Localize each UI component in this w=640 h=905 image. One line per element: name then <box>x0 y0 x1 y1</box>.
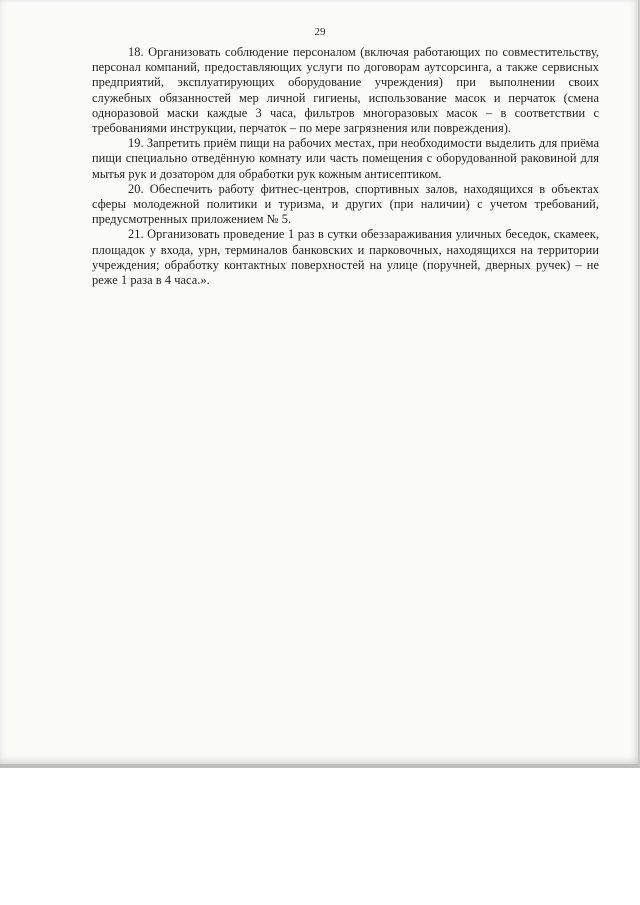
paragraph-21: 21. Организовать проведение 1 раз в сутки обеззараживания уличных беседок, скамеек, площадок у входа, урн, терминалов банковских и парковочных, находящихся на территории учреждения; обработку контактных поверхностей на улице (поручней, дверных ручек) – не реже 1 раза в 4 часа.». <box>92 227 599 288</box>
page-number: 29 <box>314 26 326 38</box>
paragraph-18: 18. Организовать соблюдение персоналом (включая работающих по совместительству, персонал компаний, предоставляющих услуги по договорам аутсорсинга, а также сервисных предприятий, эксплуатирующих оборудование учреждения) при выполнении своих служебных обязанностей мер личной гигиены, использование масок и перчаток (смена одноразовой маски каждые 3 часа, фильтров многоразовых масок – в соответствии с требованиями инструкции, перчаток – по мере загрязнения или повреждения). <box>92 45 599 136</box>
paragraph-19: 19. Запретить приём пищи на рабочих местах, при необходимости выделить для приёма пищи специально отведённую комнату или часть помещения с оборудованной раковиной для мытья рук и дозатором для обработки рук кожным антисептиком. <box>92 136 599 181</box>
paragraph-20: 20. Обеспечить работу фитнес-центров, спортивных залов, находящихся в объектах сферы молодежной политики и туризма, и других (при наличии) с учетом требований, предусмотренных приложением № 5. <box>92 181 599 227</box>
document-body <box>92 45 599 288</box>
